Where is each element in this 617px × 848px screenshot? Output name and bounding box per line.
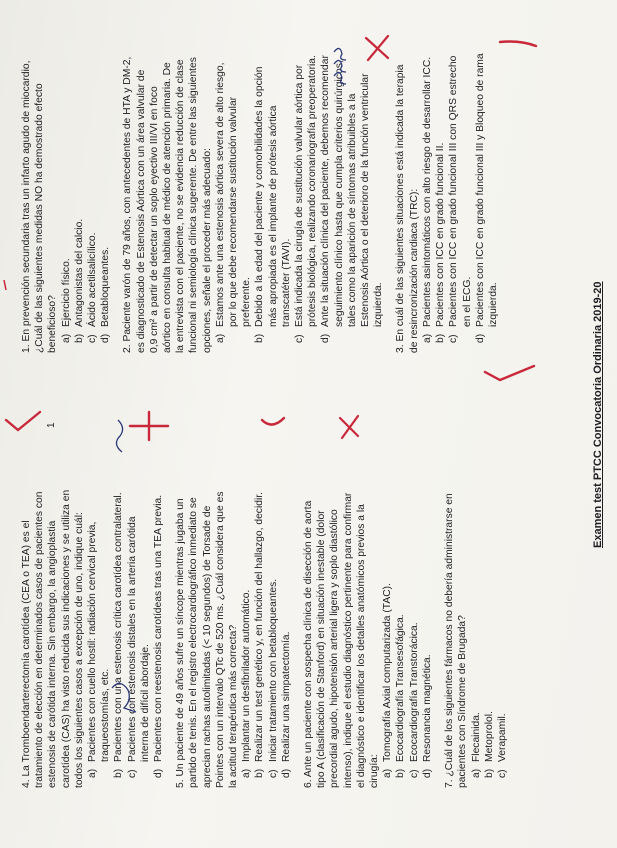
option-text: Pacientes con cuello hostil: radiación cervical previa, traqueostomías, etc. bbox=[87, 521, 112, 762]
answer-option bbox=[99, 53, 112, 343]
option-letter: b) bbox=[113, 768, 125, 778]
answer-option bbox=[240, 488, 253, 778]
option-text: Betabloqueantes. bbox=[100, 246, 112, 327]
answer-options bbox=[470, 488, 510, 778]
option-text: Ecocardiografía Transtorácica. bbox=[408, 622, 420, 762]
answer-option bbox=[267, 488, 280, 778]
option-letter: c) bbox=[448, 334, 460, 343]
option-text: Ecocardiografía Transesofágica. bbox=[395, 614, 407, 762]
option-letter: c) bbox=[496, 769, 508, 778]
option-text: Pacientes con ICC en grado funcional III con QRS estrecho en el ECG. bbox=[448, 55, 473, 327]
answer-option bbox=[421, 488, 434, 778]
question-stem: 3. En cuál de las siguientes situaciones está indicada la terapia de resincronización cardiaca (TRC): bbox=[395, 64, 420, 353]
answer-option bbox=[293, 53, 319, 343]
option-letter: b) bbox=[73, 333, 85, 343]
option-letter: b) bbox=[435, 333, 447, 343]
option-text: Antagonistas del calcio. bbox=[73, 218, 85, 327]
option-letter: d) bbox=[320, 333, 332, 343]
page-number: 1 bbox=[46, 422, 57, 428]
answer-options bbox=[421, 53, 500, 343]
option-letter: d) bbox=[421, 768, 433, 778]
answer-option bbox=[470, 488, 483, 778]
answer-option bbox=[86, 53, 99, 343]
question-stem: 4. La Tromboendarterectomía carotídea (CEA o TEA) es el tratamiento de elección en determinados casos de pacientes con estenosis de carótida interna. Sin embargo, la angioplastia carotídea (CAS) ha visto reducida sus indicaciones y se utiliza en todos los siguientes casos a excepción de uno, indique cuál: bbox=[21, 489, 85, 788]
answer-options bbox=[60, 53, 113, 343]
option-text: Realizar un test genético y, en función del hallazgo, decidir. bbox=[254, 492, 266, 762]
option-letter: c) bbox=[126, 769, 138, 778]
option-text: Ante la situación clínica del paciente, debemos recomendar seguimiento clínico hasta que cumpla criterios quirúrgicos, tales como la aparición de síntomas atribuibles a la Estenosis Aórtica o el deterioro de la función ventricular izquierda. bbox=[320, 55, 385, 327]
option-text: Tomografía Axial computarizada (TAC). bbox=[382, 583, 394, 762]
answer-option bbox=[447, 53, 473, 343]
question-1 bbox=[20, 53, 112, 353]
option-text: Pacientes con reestenosis carotídeas tras una TEA previa. bbox=[153, 494, 165, 762]
option-text: Pacientes con ICC en grado funcional II. bbox=[435, 142, 447, 327]
answer-option bbox=[253, 488, 266, 778]
option-text: Pacientes con ICC en grado funcional III y Bloqueo de rama izquierda. bbox=[474, 53, 499, 327]
right-column bbox=[20, 488, 518, 788]
answer-option bbox=[214, 53, 254, 343]
option-text: Ácido acetilsalicílico. bbox=[87, 232, 99, 327]
answer-options bbox=[86, 488, 165, 778]
answer-option bbox=[434, 53, 447, 343]
option-letter: d) bbox=[474, 333, 486, 343]
option-letter: c) bbox=[408, 769, 420, 778]
question-stem: 2. Paciente varón de 79 años, con antecedentes de HTA y DM-2, es diagnosticado de Estenosis Aórtica con un área valvular de 0,9 cm² a partir de detectar un soplo eyectivo III/VI en foco aórtico en consulta habitual de médico de atención primaria. De la entrevista con el paciente, no se evidencia reducción de clase funcional ni semiología clínica sugerente. De entre las siguientes opciones, señale el proceder más adecuado: bbox=[122, 56, 213, 353]
answer-option bbox=[319, 53, 385, 343]
option-text: Iniciar tratamiento con betabloqueantes. bbox=[267, 578, 279, 762]
option-letter: a) bbox=[382, 768, 394, 778]
option-text: Debido a la edad del paciente y comorbilidades la opción más apropiada es el implante de prótesis aórtica transcatéter (TAVI). bbox=[254, 66, 292, 327]
option-text: Está indicada la cirugía de sustitución valvular aórtica por prótesis biológica, realizando coronariografía preoperatoria. bbox=[294, 55, 319, 327]
option-letter: a) bbox=[87, 768, 99, 778]
question-stem: 6. Ante un paciente con sospecha clínica de disección de aorta tipo A (clasificación de Stanford) en situación inestable (dolor precordial agudo, hipotensión arterial ligera y soplo diastólico intenso), indique el estudio diagnóstico pertinente para confirmar el diagnóstico e identificar los detalles anatómicos previos a la cirugía: bbox=[303, 492, 381, 788]
answer-option bbox=[496, 488, 509, 778]
option-text: Verapamil. bbox=[496, 713, 508, 762]
answer-options bbox=[381, 488, 434, 778]
question-stem: 7. ¿Cuál de los siguientes fármacos no debería administrarse en pacientes con Síndrome de Brugada? bbox=[444, 493, 469, 788]
option-letter: b) bbox=[395, 768, 407, 778]
option-letter: c) bbox=[87, 334, 99, 343]
left-column bbox=[20, 53, 509, 353]
exam-title: Examen test PTCC Convocatoria Ordinaria 2019-20 bbox=[592, 281, 604, 548]
question-3 bbox=[302, 488, 434, 788]
answer-option bbox=[483, 488, 496, 778]
option-text: Pacientes con una estenosis crítica carotídea contralateral. bbox=[113, 492, 125, 762]
answer-option bbox=[60, 53, 73, 343]
option-letter: a) bbox=[214, 333, 226, 343]
answer-option bbox=[126, 488, 152, 778]
option-text: Estamos ante una estenosis aórtica severa de alto riesgo, por lo que debe recomendarse sustitución valvular preferente. bbox=[214, 62, 253, 327]
option-letter: c) bbox=[267, 769, 279, 778]
option-letter: a) bbox=[421, 333, 433, 343]
option-text: Metoprolol. bbox=[483, 711, 495, 762]
answer-option bbox=[152, 488, 165, 778]
answer-options bbox=[214, 53, 386, 343]
answer-option bbox=[112, 488, 125, 778]
answer-option bbox=[408, 488, 421, 778]
answer-option bbox=[381, 488, 394, 778]
option-text: Implantar un desfibrilador automático. bbox=[241, 589, 253, 762]
question-4 bbox=[443, 488, 509, 788]
option-text: Realizar una simpatectomía. bbox=[280, 631, 292, 762]
question-stem: 5. Un paciente de 49 años sufre un síncope mientras jugaba un partido de tenis. En el registro electrocardiográfico inmediato se aprecian rachas autolimitadas (< 10 segundos) de Torsade de Pointes con un intervalo QTc de 520 ms. ¿Cuál considera que es la actitud terapéutica más correcta? bbox=[175, 491, 240, 788]
option-text: Pacientes asintomáticos con alto riesgo de desarrollar ICC. bbox=[421, 56, 433, 327]
option-letter: d) bbox=[280, 768, 292, 778]
answer-option bbox=[394, 488, 407, 778]
option-text: Flecainida. bbox=[470, 712, 482, 762]
answer-option bbox=[474, 53, 500, 343]
option-letter: a) bbox=[241, 768, 253, 778]
question-3 bbox=[394, 53, 500, 353]
question-1 bbox=[20, 488, 165, 788]
answer-option bbox=[73, 53, 86, 343]
option-letter: c) bbox=[294, 334, 306, 343]
option-text: Pacientes con estenosis distales en la arteria carótida interna de difícil abordaje. bbox=[126, 516, 151, 762]
option-letter: a) bbox=[60, 333, 72, 343]
answer-options bbox=[240, 488, 293, 778]
option-letter: b) bbox=[483, 768, 495, 778]
answer-option bbox=[421, 53, 434, 343]
option-letter: b) bbox=[254, 333, 266, 343]
answer-option bbox=[86, 488, 112, 778]
answer-option bbox=[253, 53, 293, 343]
option-letter: b) bbox=[254, 768, 266, 778]
option-letter: d) bbox=[100, 333, 112, 343]
option-text: Ejercicio físico. bbox=[60, 258, 72, 327]
answer-option bbox=[280, 488, 293, 778]
question-2 bbox=[121, 53, 385, 353]
question-stem: 1. En prevención secundaria tras un infarto agudo de miocardio, ¿Cuál de las siguientes medidas NO ha demostrado efecto beneficioso? bbox=[21, 60, 59, 353]
option-text: Resonancia magnética. bbox=[421, 654, 433, 762]
option-letter: d) bbox=[153, 768, 165, 778]
option-letter: a) bbox=[470, 768, 482, 778]
question-2 bbox=[174, 488, 293, 788]
